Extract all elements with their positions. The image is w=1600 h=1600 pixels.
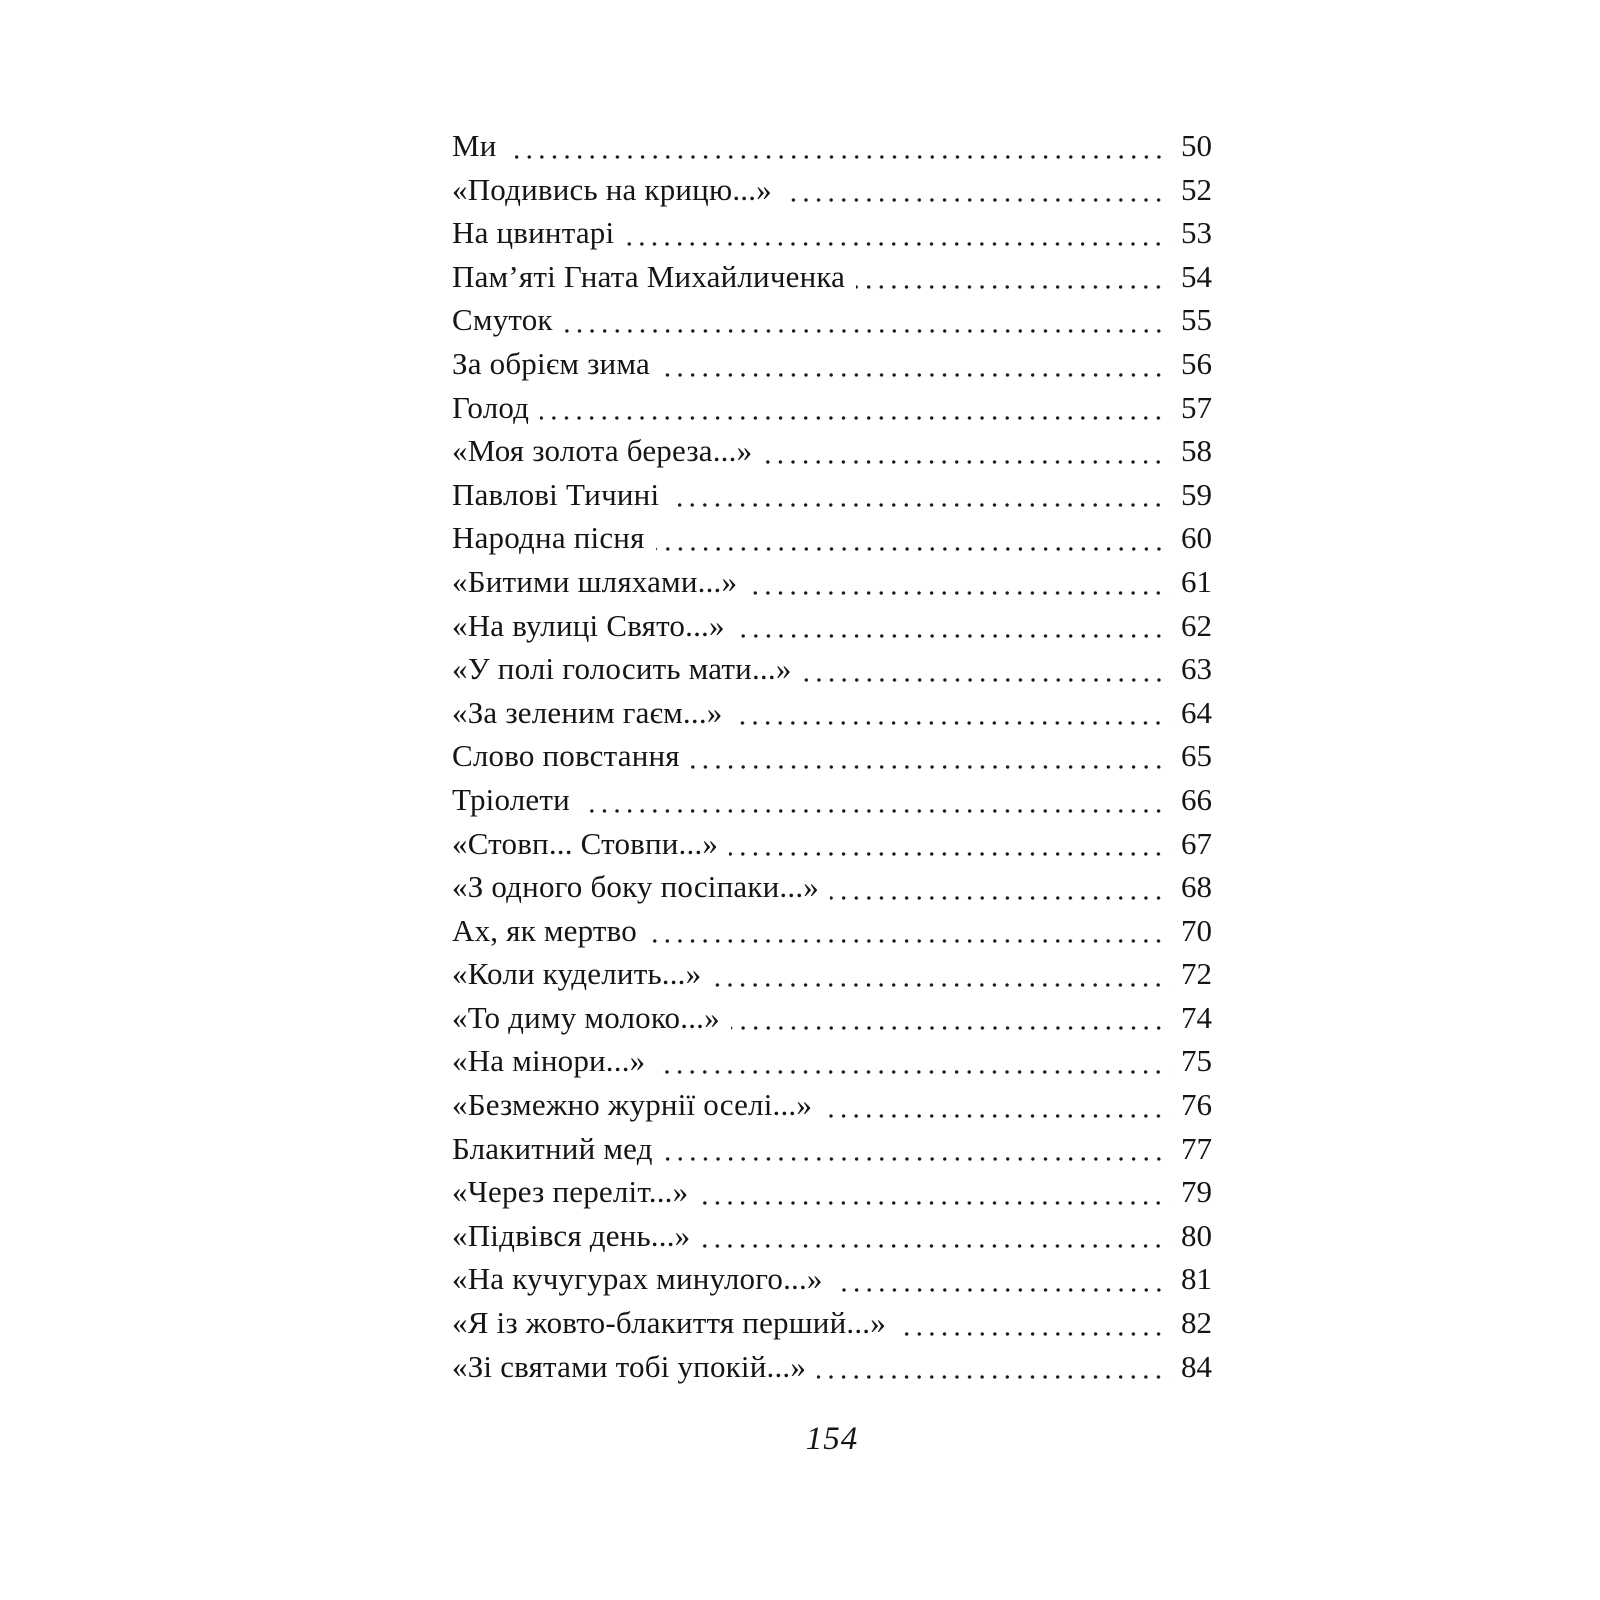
- toc-entry-page: 53: [1181, 215, 1212, 251]
- dot-leader: [699, 1170, 1169, 1214]
- toc-entry-page: 82: [1181, 1305, 1212, 1341]
- toc-entry: [452, 734, 1212, 778]
- toc-entry-title: Павлові Тичині: [452, 476, 660, 512]
- dot-leader: [856, 255, 1169, 299]
- toc-entry-page: 84: [1181, 1348, 1212, 1384]
- toc-entry-page: 52: [1181, 171, 1212, 207]
- toc-entry-page: 50: [1181, 128, 1212, 163]
- toc-entry: [452, 124, 1212, 168]
- toc-entry-page: 58: [1181, 433, 1212, 469]
- toc-entry: [452, 647, 1212, 691]
- toc-entry-page: 75: [1181, 1043, 1212, 1079]
- dot-leader: [661, 342, 1169, 386]
- toc-entry: [452, 298, 1212, 342]
- toc-entry-title: Слово повстання: [452, 738, 680, 774]
- toc-entry: [452, 1170, 1212, 1214]
- toc-entry-page: 61: [1181, 563, 1212, 599]
- toc-entry-page: 60: [1181, 520, 1212, 556]
- toc-entry-page: 63: [1181, 651, 1212, 687]
- toc-entry-title: На цвинтарі: [452, 215, 615, 251]
- dot-leader: [830, 865, 1169, 909]
- toc-entry: [452, 1083, 1212, 1127]
- toc-entry-title: Пам’яті Гната Михайличенка: [452, 258, 846, 294]
- dot-leader: [701, 1214, 1169, 1258]
- toc-entry-title: Народна пісня: [452, 520, 645, 556]
- toc-entry: [452, 691, 1212, 735]
- toc-entry-title: «Безмежно журнії оселі...»: [452, 1087, 813, 1123]
- toc-entry: [452, 255, 1212, 299]
- dot-leader: [664, 1127, 1169, 1171]
- dot-leader: [656, 516, 1169, 560]
- toc-entry-title: Голод: [452, 389, 530, 425]
- toc-entry: [452, 1214, 1212, 1258]
- toc-entry-page: 74: [1181, 999, 1212, 1035]
- toc-entry-title: Тріолети: [452, 781, 570, 817]
- toc-entry-list: [452, 124, 1212, 1388]
- toc-entry-page: 54: [1181, 258, 1212, 294]
- toc-entry: [452, 604, 1212, 648]
- dot-leader: [581, 778, 1169, 822]
- toc-entry: [452, 1345, 1212, 1389]
- toc-entry-title: «На вулиці Свято...»: [452, 607, 725, 643]
- dot-leader: [691, 734, 1169, 778]
- toc-entry-page: 62: [1181, 607, 1212, 643]
- dot-leader: [834, 1257, 1169, 1301]
- dot-leader: [670, 473, 1169, 517]
- dot-leader: [540, 386, 1169, 430]
- toc-entry: [452, 952, 1212, 996]
- toc-entry-title: «То диму молоко...»: [452, 999, 720, 1035]
- toc-entry-title: Ми: [452, 128, 497, 163]
- toc-entry-title: «У полі голосить мати...»: [452, 651, 792, 687]
- toc-entry: [452, 516, 1212, 560]
- toc-entry-title: Смуток: [452, 302, 553, 338]
- toc-entry-title: «Зі святами тобі упокій...»: [452, 1348, 807, 1384]
- toc-entry: [452, 1039, 1212, 1083]
- toc-entry-page: 55: [1181, 302, 1212, 338]
- toc-entry: [452, 909, 1212, 953]
- toc-entry-page: 80: [1181, 1217, 1212, 1253]
- dot-leader: [733, 691, 1169, 735]
- toc-entry-title: «Битими шляхами...»: [452, 563, 738, 599]
- dot-leader: [656, 1039, 1169, 1083]
- toc-entry-page: 79: [1181, 1174, 1212, 1210]
- toc-entry-page: 81: [1181, 1261, 1212, 1297]
- toc-entry-page: 56: [1181, 345, 1212, 381]
- toc-entry: [452, 560, 1212, 604]
- toc-entry: [452, 996, 1212, 1040]
- toc-entry: [452, 342, 1212, 386]
- toc-entry-title: «Через переліт...»: [452, 1174, 689, 1210]
- toc-entry-title: «З одного боку посіпаки...»: [452, 869, 819, 905]
- toc-entry: [452, 211, 1212, 255]
- toc-entry-title: «На мінори...»: [452, 1043, 646, 1079]
- dot-leader: [712, 952, 1169, 996]
- toc-entry-title: За обрієм зима: [452, 345, 650, 381]
- toc-entry-page: 65: [1181, 738, 1212, 774]
- dot-leader: [817, 1345, 1169, 1389]
- dot-leader: [731, 996, 1169, 1040]
- toc-entry-page: 66: [1181, 781, 1212, 817]
- toc-entry-title: «Підвівся день...»: [452, 1217, 691, 1253]
- toc-entry-title: «На кучугурах минулого...»: [452, 1261, 823, 1297]
- page-number: 154: [805, 1421, 859, 1458]
- toc-entry-title: «За зеленим гаєм...»: [452, 694, 723, 730]
- toc-entry-page: 76: [1181, 1087, 1212, 1123]
- toc-entry-title: «Подивись на крицю...»: [452, 171, 772, 207]
- dot-leader: [564, 298, 1169, 342]
- toc-entry-page: 77: [1181, 1130, 1212, 1166]
- dot-leader: [748, 560, 1169, 604]
- toc-entry: [452, 168, 1212, 212]
- toc-entry: [452, 429, 1212, 473]
- toc-entry: [452, 778, 1212, 822]
- toc-entry: [452, 1127, 1212, 1171]
- dot-leader: [763, 429, 1169, 473]
- dot-leader: [897, 1301, 1169, 1345]
- toc-entry: [452, 822, 1212, 866]
- toc-entry-page: 59: [1181, 476, 1212, 512]
- toc-entry: [452, 865, 1212, 909]
- toc-entry-title: «Стовп... Стовпи...»: [452, 825, 719, 861]
- toc-entry-page: 67: [1181, 825, 1212, 861]
- toc-entry-page: 64: [1181, 694, 1212, 730]
- dot-leader: [648, 909, 1169, 953]
- dot-leader: [729, 822, 1169, 866]
- toc-entry-title: Ах, як мертво: [452, 912, 637, 948]
- dot-leader: [625, 211, 1169, 255]
- toc-entry: [452, 386, 1212, 430]
- toc-entry-page: 72: [1181, 956, 1212, 992]
- dot-leader: [803, 647, 1169, 691]
- toc-entry-title: «Моя золота береза...»: [452, 433, 753, 469]
- toc-entry: [452, 473, 1212, 517]
- dot-leader: [736, 604, 1169, 648]
- toc-entry-page: 70: [1181, 912, 1212, 948]
- table-of-contents: [452, 124, 1212, 1458]
- toc-entry-title: «Коли куделить...»: [452, 956, 702, 992]
- toc-entry-title: «Я із жовто-блакиття перший...»: [452, 1305, 886, 1341]
- dot-leader: [508, 124, 1169, 168]
- toc-entry-title: Блакитний мед: [452, 1130, 653, 1166]
- toc-entry: [452, 1301, 1212, 1345]
- toc-entry-page: 68: [1181, 869, 1212, 905]
- dot-leader: [823, 1083, 1169, 1127]
- toc-entry: [452, 1257, 1212, 1301]
- dot-leader: [783, 168, 1169, 212]
- toc-entry-page: 57: [1181, 389, 1212, 425]
